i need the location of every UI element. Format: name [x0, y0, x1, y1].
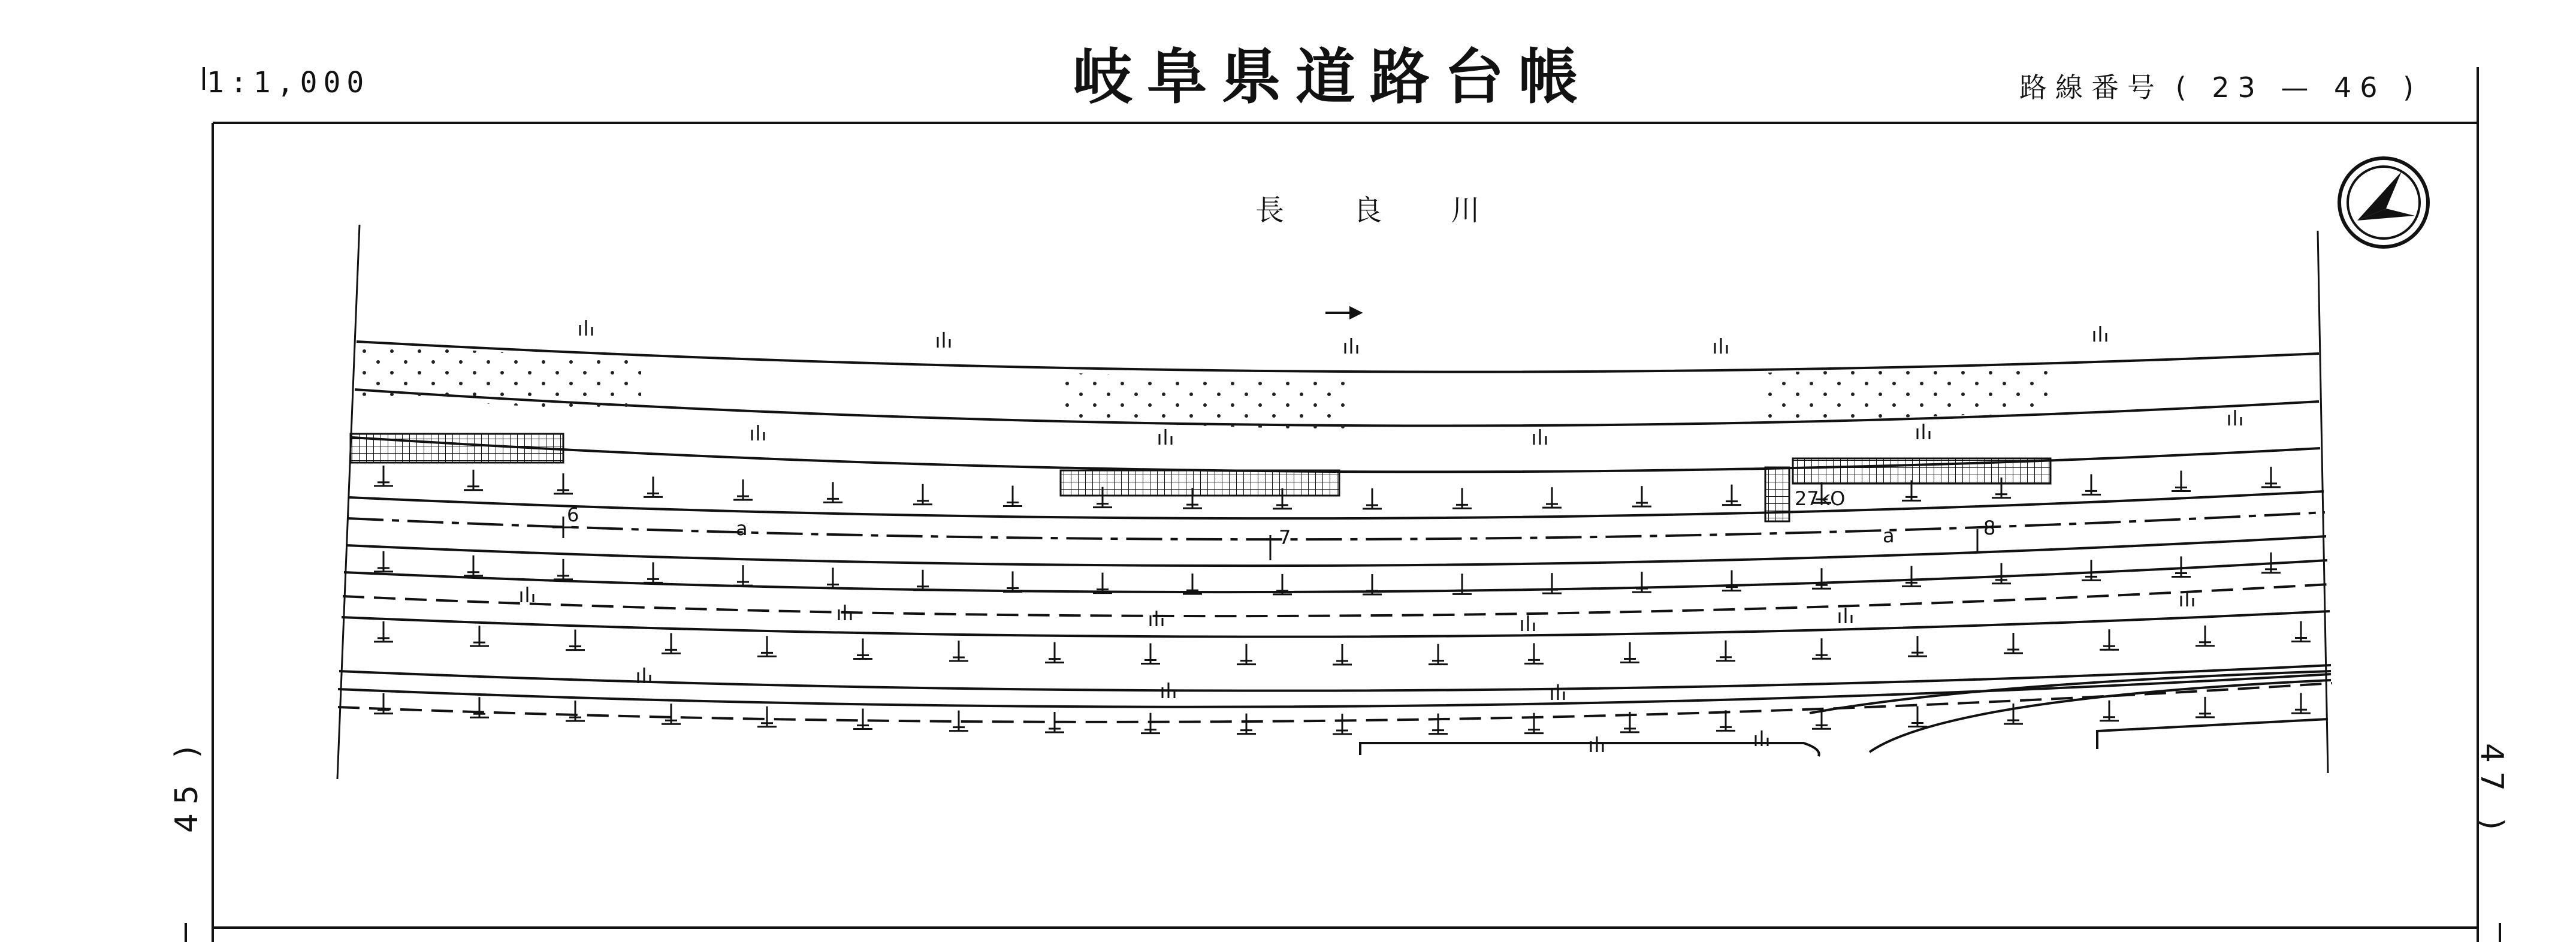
slope-mark: [1542, 487, 1562, 508]
adjacent-sheet-left: 45 ): [169, 738, 205, 833]
slope-mark: [470, 697, 489, 717]
slope-mark: [1333, 714, 1352, 734]
grass-mark: [1552, 684, 1564, 700]
slope-mark: [1716, 641, 1735, 661]
north-arrow-icon: [2339, 158, 2428, 247]
slope-mark: [1902, 566, 1921, 586]
slope-mark: [662, 633, 681, 653]
grass-mark: [1715, 338, 1727, 354]
grass-mark: [1534, 429, 1546, 445]
grass-mark: [2094, 326, 2106, 342]
slope-mark: [823, 482, 842, 502]
slope-mark: [1722, 570, 1741, 591]
curve-marker-a1: a: [736, 517, 748, 540]
slope-mark: [1183, 573, 1202, 594]
station-6: 6: [567, 503, 579, 526]
grass-mark: [521, 587, 533, 602]
slope-mark: [2100, 701, 2119, 721]
route-label: 路線番号: [2019, 71, 2163, 104]
slope-mark: [1524, 713, 1544, 733]
grass-mark: [1840, 608, 1852, 623]
slope-mark: [2291, 621, 2311, 641]
slope-mark: [949, 641, 968, 661]
kilometer-post: 27kO: [1795, 487, 1846, 510]
grass-mark: [1917, 424, 1929, 439]
flow-direction-arrow-icon: [1325, 308, 1360, 318]
slope-mark: [2172, 470, 2191, 491]
slope-mark: [554, 473, 573, 494]
river-name: 長 良 川: [1255, 194, 1510, 227]
slope-mark: [733, 565, 753, 585]
slope-mark: [1452, 488, 1472, 508]
slope-mark: [554, 559, 573, 579]
slope-mark: [1237, 644, 1256, 665]
slope-mark: [2291, 693, 2311, 713]
slope-mark: [374, 621, 393, 642]
slope-mark: [1333, 644, 1352, 665]
slope-mark: [374, 693, 393, 714]
slope-mark: [566, 701, 585, 721]
slope-mark: [1093, 573, 1112, 593]
slope-mark: [644, 562, 663, 582]
road-lines: [338, 491, 2332, 756]
slope-mark: [644, 476, 663, 497]
slope-mark: [2082, 474, 2101, 494]
curve-marker-a2: a: [1883, 524, 1895, 547]
grass-mark: [580, 320, 592, 336]
slope-mark: [853, 708, 872, 729]
map-scale: 1:1,000: [207, 66, 370, 99]
slope-mark: [2082, 560, 2101, 580]
grass-mark: [1159, 429, 1171, 445]
grass-mark: [752, 425, 764, 440]
slope-mark: [2100, 629, 2119, 650]
slope-mark: [1908, 636, 1927, 656]
slope-mark: [1908, 706, 1927, 726]
drawing-limits: [337, 225, 2328, 779]
slope-mark: [464, 555, 483, 576]
sheet-title: 岐阜県道路台帳: [1073, 42, 1593, 112]
dotted-sandbar: [358, 345, 2049, 430]
adjacent-sheet-right: 47 ): [2474, 743, 2509, 838]
slope-mark: [853, 639, 872, 659]
slope-mark: [2172, 556, 2191, 576]
slope-mark: [733, 479, 753, 500]
grass-mark: [1522, 615, 1534, 631]
slope-mark: [1003, 572, 1022, 592]
grass-mark: [2229, 410, 2241, 425]
route-value: ( 23 — 46 ): [2175, 71, 2423, 104]
station-8: 8: [1983, 517, 1996, 539]
grass-mark: [1345, 338, 1357, 354]
slope-mark: [374, 551, 393, 572]
slope-mark: [662, 704, 681, 724]
slope-mark: [2261, 467, 2281, 487]
slope-mark: [757, 707, 777, 727]
slope-mark: [464, 470, 483, 490]
slope-mark: [1812, 638, 1831, 659]
slope-mark: [1045, 642, 1064, 663]
slope-mark: [757, 636, 777, 656]
slope-mark: [374, 466, 393, 486]
slope-mark: [2196, 697, 2215, 717]
slope-mark: [913, 570, 932, 590]
slope-mark: [1429, 714, 1448, 734]
slope-mark: [1141, 644, 1160, 664]
slope-mark: [1632, 572, 1651, 592]
grass-mark: [1150, 611, 1162, 626]
slope-mark: [1429, 644, 1448, 665]
slope-mark: [1524, 643, 1544, 663]
slope-mark: [1812, 568, 1831, 588]
slope-mark: [1992, 563, 2011, 584]
grass-mark: [938, 332, 950, 348]
station-7: 7: [1279, 526, 1291, 549]
slope-mark: [1722, 485, 1741, 505]
slope-mark: [1003, 486, 1022, 506]
slope-mark: [1237, 714, 1256, 734]
slope-mark: [566, 630, 585, 650]
slope-mark: [1363, 488, 1382, 509]
slope-mark: [823, 567, 842, 588]
slope-mark: [470, 626, 489, 646]
slope-mark: [1632, 486, 1651, 506]
slope-mark: [913, 484, 932, 505]
slope-mark: [2004, 633, 2023, 653]
slope-mark: [2196, 626, 2215, 646]
slope-mark: [1620, 642, 1639, 662]
